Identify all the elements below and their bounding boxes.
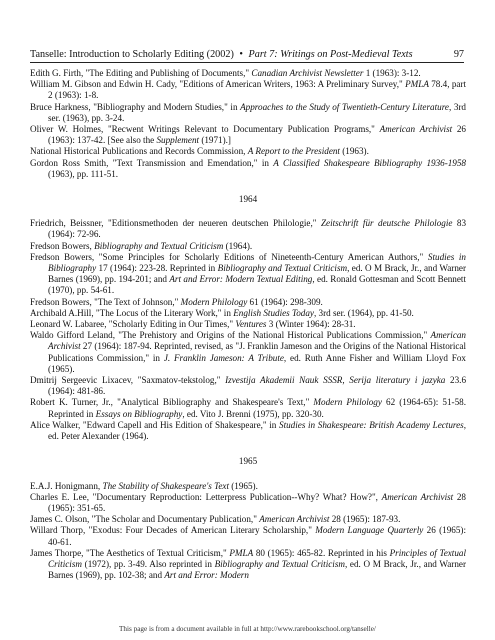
entry-text: 28 (1965): 351-65. bbox=[48, 491, 466, 513]
entry-title-italic: English Studies Today bbox=[233, 307, 314, 318]
entry-text: , ed. O M Brack, Jr., and Warner Barnes (1969), pp. 102-38; and bbox=[48, 558, 466, 581]
header-part-title: Part 7: Writings on Post-Medieval Texts bbox=[248, 49, 413, 60]
bibliography-entry bbox=[30, 375, 466, 397]
entry-title-italic: Bibliography and Textual Criticism bbox=[214, 558, 345, 569]
bibliography-entry bbox=[30, 297, 466, 308]
bibliography-entry bbox=[30, 158, 466, 180]
entry-title-italic: Principles of Textual Criticism bbox=[48, 547, 467, 569]
entry-text: , ed. O M Brack, Jr., and Warner Barnes (1969), pp. 194-201; and bbox=[48, 263, 466, 285]
entry-title-italic: Izvestija Akademii Nauk SSSR, Serija literatury i jazyka bbox=[225, 375, 446, 386]
bibliography-entry bbox=[30, 397, 466, 419]
entry-title-italic: American Archivist bbox=[48, 330, 466, 352]
entry-text: 23.6 (1964): 481-86. bbox=[48, 375, 467, 397]
entry-text: (1965). bbox=[228, 480, 258, 491]
entry-text: Willard Thorp, "Exodus: Four Decades of American Literary Scholarship," bbox=[30, 525, 316, 536]
entry-title-italic: Modern Language Quarterly bbox=[315, 525, 424, 536]
bibliography-entry bbox=[30, 481, 466, 492]
entry-title-italic: American Archivist bbox=[379, 124, 453, 135]
entry-text: Edith G. Firth, "The Editing and Publishing of Documents," bbox=[30, 68, 252, 78]
entry-title-italic: Bibliography and Textual Criticism bbox=[217, 263, 348, 274]
bibliography-entry bbox=[30, 79, 466, 101]
bibliography-entry bbox=[30, 124, 466, 146]
entry-title-italic: Essays on Bibliography bbox=[95, 408, 183, 419]
bibliography-entry bbox=[30, 330, 466, 375]
bibliography-entry bbox=[30, 525, 466, 547]
year-heading: 1965 bbox=[238, 455, 258, 466]
entry-text: Fredson Bowers, "Some Principles for Scholarly Editions of Nineteenth-Century American Authors," bbox=[30, 251, 428, 262]
bibliography-entry bbox=[30, 102, 466, 124]
entry-text: National Historical Publications and Records Commission, bbox=[30, 146, 248, 157]
header-book-title: Tanselle: Introduction to Scholarly Editing (2002) bbox=[30, 49, 234, 60]
entry-text: James Thorpe, "The Aesthetics of Textual Criticism," bbox=[30, 547, 230, 558]
bibliography-entry bbox=[30, 308, 466, 319]
entry-text: 27 (1964): 187-94. Reprinted, revised, as "J. Franklin Jameson and the Origins of the National Historical Publications Commission," in bbox=[48, 341, 466, 363]
entry-text: 80 (1965): 465-82. Reprinted in his bbox=[253, 547, 390, 558]
bibliography-entry bbox=[30, 420, 466, 442]
entry-text: Friedrich, Beissner, "Editionsmethoden der neueren deutschen Philologie," bbox=[30, 218, 321, 229]
entry-text: William M. Gibson and Edwin H. Cady, "Editions of American Writers, 1963: A Preliminary Survey," bbox=[30, 79, 406, 90]
entry-text: , ed. Peter Alexander (1964). bbox=[48, 419, 466, 442]
entry-text: James C. Olson, "The Scholar and Documentary Publication," bbox=[30, 514, 260, 525]
entry-text: 17 (1964): 223-28. Reprinted in bbox=[96, 263, 218, 274]
entry-text: Oliver W. Holmes, "Recwent Writings Relevant to Documentary Publication Programs," bbox=[30, 124, 380, 135]
entry-text: (1963). bbox=[339, 146, 369, 157]
entry-title-italic: A Classified Shakespeare Bibliography 1936-1958 bbox=[273, 157, 466, 168]
entry-text: Leonard W. Labaree, "Scholarly Editing in Our Times," bbox=[30, 319, 236, 330]
entry-title-italic: Bibliography and Textual Criticism bbox=[94, 240, 224, 251]
bibliography-entry bbox=[30, 252, 466, 297]
entry-text: 62 (1964-65): 51-58. Reprinted in bbox=[48, 397, 466, 419]
bibliography-entry bbox=[30, 241, 466, 252]
bibliography-entry bbox=[30, 146, 466, 157]
page-footer: This page is from a document available in full at http://www.rarebookschool.org/tanselle/ bbox=[119, 625, 376, 633]
header-title bbox=[30, 49, 413, 61]
bibliography-entry bbox=[30, 218, 466, 240]
entry-title-italic: A Report to the President bbox=[247, 146, 340, 157]
entry-title-italic: The Stability of Shakespeare's Text bbox=[102, 480, 229, 491]
entry-title-italic: Art and Error: Modern bbox=[164, 570, 249, 581]
entry-text: Bruce Harkness, "Bibliography and Modern Studies," in bbox=[30, 101, 241, 112]
entry-text: 28 (1965): 187-93. bbox=[329, 514, 401, 525]
entry-text: Alice Walker, "Edward Capell and His Edition of Shakespeare," in bbox=[30, 419, 280, 430]
entry-text: 78.4, part 2 (1963): 1-8. bbox=[48, 79, 466, 101]
entry-title-italic: PMLA bbox=[405, 79, 429, 90]
entry-text: 26 (1963): 137-42. [See also the bbox=[48, 124, 466, 146]
year-heading: 1964 bbox=[238, 193, 258, 204]
entry-title-italic: Art and Error: Modern Textual Editing bbox=[169, 274, 313, 285]
entry-text: E.A.J. Honigmann, bbox=[30, 480, 103, 491]
entry-text: , ed. Ronald Gottesman and Scott Bennett (1970), pp. 54-61. bbox=[48, 274, 466, 296]
bibliography-entry bbox=[30, 68, 466, 79]
entry-text: Charles E. Lee, "Documentary Reproduction: Letterpress Publication--Why? What? How?", bbox=[30, 491, 382, 502]
entry-title-italic: American Archivist bbox=[381, 491, 454, 502]
entry-text: 3 (Winter 1964): 28-31. bbox=[266, 319, 356, 330]
entry-title-italic: Modern Philology bbox=[180, 296, 248, 307]
entry-text: Waldo Gifford Leland, "The Prehistory and Origins of the National Historical Publications Commission," bbox=[30, 330, 431, 341]
entry-text: 83 (1964): 72-96. bbox=[48, 218, 467, 240]
entry-text: Robert K. Turner, Jr., "Analytical Bibliography and Shakespeare's Text," bbox=[30, 397, 314, 408]
bibliography-entry bbox=[30, 514, 466, 525]
bibliography-entry bbox=[30, 548, 466, 582]
entry-text: (1963), pp. 111-51. bbox=[48, 168, 119, 179]
bibliography-body bbox=[30, 68, 466, 581]
bibliography-entry bbox=[30, 492, 466, 514]
entry-title-italic: Ventures bbox=[235, 319, 267, 330]
entry-title-italic: Approaches to the Study of Twentieth-Century Literature bbox=[240, 101, 449, 112]
entry-text: Gordon Ross Smith, "Text Transmission and Emendation," in bbox=[30, 157, 274, 168]
entry-title-italic: J. Franklin Jameson: A Tribute bbox=[163, 352, 284, 363]
entry-title-italic: Canadian Archivist Newsletter bbox=[251, 68, 364, 78]
entry-text: 26 (1965): 40-61. bbox=[48, 525, 466, 547]
bibliography-entry bbox=[30, 319, 466, 330]
entry-text: 1 (1963): 3-12. bbox=[363, 68, 421, 78]
running-header bbox=[30, 49, 464, 61]
entry-title-italic: American Archivist bbox=[259, 514, 330, 525]
entry-text: Fredson Bowers, bbox=[30, 240, 95, 251]
header-rule bbox=[30, 62, 464, 63]
header-page-number: 97 bbox=[453, 49, 464, 60]
entry-text: Fredson Bowers, "The Text of Johnson," bbox=[30, 296, 181, 307]
entry-text: , ed. Vito J. Brenni (1975), pp. 320-30. bbox=[182, 408, 324, 419]
entry-title-italic: Zeitschrift für deutsche Philologie bbox=[320, 218, 453, 229]
entry-text: , 3rd ser. (1964), pp. 41-50. bbox=[313, 307, 414, 318]
entry-title-italic: Supplement bbox=[156, 135, 200, 146]
entry-text: (1964). bbox=[223, 240, 253, 251]
entry-text: 61 (1964): 298-309. bbox=[247, 296, 323, 307]
entry-title-italic: Studies in Shakespeare: British Academy Lectures bbox=[279, 419, 464, 430]
entry-text: (1972), pp. 3-49. Also reprinted in bbox=[81, 558, 215, 569]
entry-title-italic: PMLA bbox=[229, 547, 254, 558]
entry-text: Dmitrij Sergeevic Lixacev, "Saxmatov-tekstolog," bbox=[30, 375, 226, 386]
header-bullet: • bbox=[239, 49, 243, 60]
entry-title-italic: Studies in Bibliography bbox=[48, 251, 466, 274]
entry-title-italic: Modern Philology bbox=[313, 397, 382, 408]
entry-text: Archibald A.Hill, "The Locus of the Literary Work," in bbox=[30, 307, 234, 318]
entry-text: (1971).] bbox=[199, 135, 231, 146]
entry-text: , ed. Ruth Anne Fisher and William Lloyd Fox (1965). bbox=[48, 352, 466, 374]
entry-text: , 3rd ser. (1963), pp. 3-24. bbox=[48, 101, 466, 123]
